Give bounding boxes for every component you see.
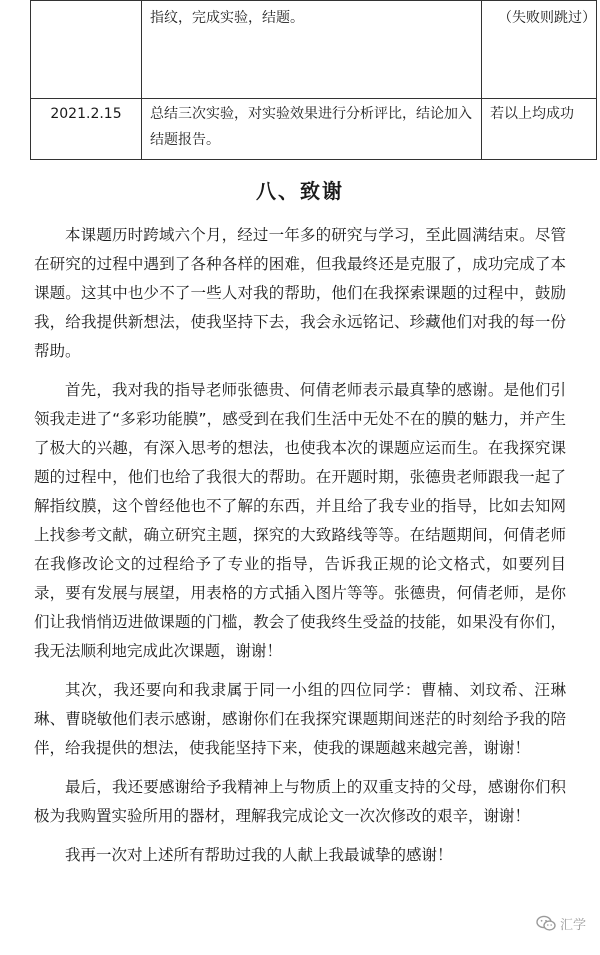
acknowledgement-body bbox=[34, 221, 566, 880]
table-row bbox=[31, 99, 597, 160]
watermark bbox=[536, 914, 586, 933]
paragraph: 最后，我还要感谢给予我精神上与物质上的双重支持的父母，感谢你们积极为我购置实验所用的器材，理解我完成论文一次次修改的艰辛，谢谢！ bbox=[34, 778, 566, 825]
schedule-table bbox=[30, 0, 597, 160]
content-cell: 指纹，完成实验，结题。 bbox=[142, 1, 482, 99]
wechat-icon bbox=[536, 915, 556, 932]
note-cell: （失败则跳过） bbox=[482, 1, 597, 99]
paragraph: 我再一次对上述所有帮助过我的人献上我最诚挚的感谢！ bbox=[65, 846, 453, 864]
note-cell: 若以上均成功 bbox=[482, 99, 597, 160]
date-cell bbox=[31, 1, 142, 99]
table-row bbox=[31, 1, 597, 99]
paragraph: 首先，我对我的指导老师张德贵、何倩老师表示最真挚的感谢。是他们引领我走进了“多彩功能膜”，感受到在我们生活中无处不在的膜的魅力，并产生了极大的兴趣，有深入思考的想法，也使我本次的课题应运而生。在我探究课题的过程中，他们也给了我很大的帮助。在开题时期，张德贵老师跟我一起了解指纹膜，这个曾经他也不了解的东西，并且给了我专业的指导，比如去知网上找参考文献，确立研究主题，探究的大致路线等等。在结题期间，何倩老师在我修改论文的过程给予了专业的指导，告诉我正规的论文格式，如要列目录，要有发展与展望，用表格的方式插入图片等等。张德贵，何倩老师，是你们让我悄悄迈进做课题的门槛，教会了使我终生受益的技能，如果没有你们，我无法顺利地完成此次课题，谢谢！ bbox=[34, 381, 566, 660]
section-title: 八、致谢 bbox=[256, 179, 344, 203]
content-cell: 总结三次实验，对实验效果进行分析评比，结论加入结题报告。 bbox=[142, 99, 482, 160]
paragraph: 其次，我还要向和我隶属于同一小组的四位同学：曹楠、刘玟希、汪琳琳、曹晓敏他们表示感谢，感谢你们在我探究课题期间迷茫的时刻给予我的陪伴，给我提供的想法，使我能坚持下来，使我的课题越来越完善，谢谢！ bbox=[34, 681, 566, 757]
date-cell: 2021.2.15 bbox=[31, 99, 142, 160]
watermark-text: 汇学 bbox=[559, 918, 586, 933]
paragraph: 本课题历时跨域六个月，经过一年多的研究与学习，至此圆满结束。尽管在研究的过程中遇到了各种各样的困难，但我最终还是克服了，成功完成了本课题。这其中也少不了一些人对我的帮助，他们在我探索课题的过程中，鼓励我，给我提供新想法，使我坚持下去，我会永远铭记、珍藏他们对我的每一份帮助。 bbox=[34, 226, 566, 360]
